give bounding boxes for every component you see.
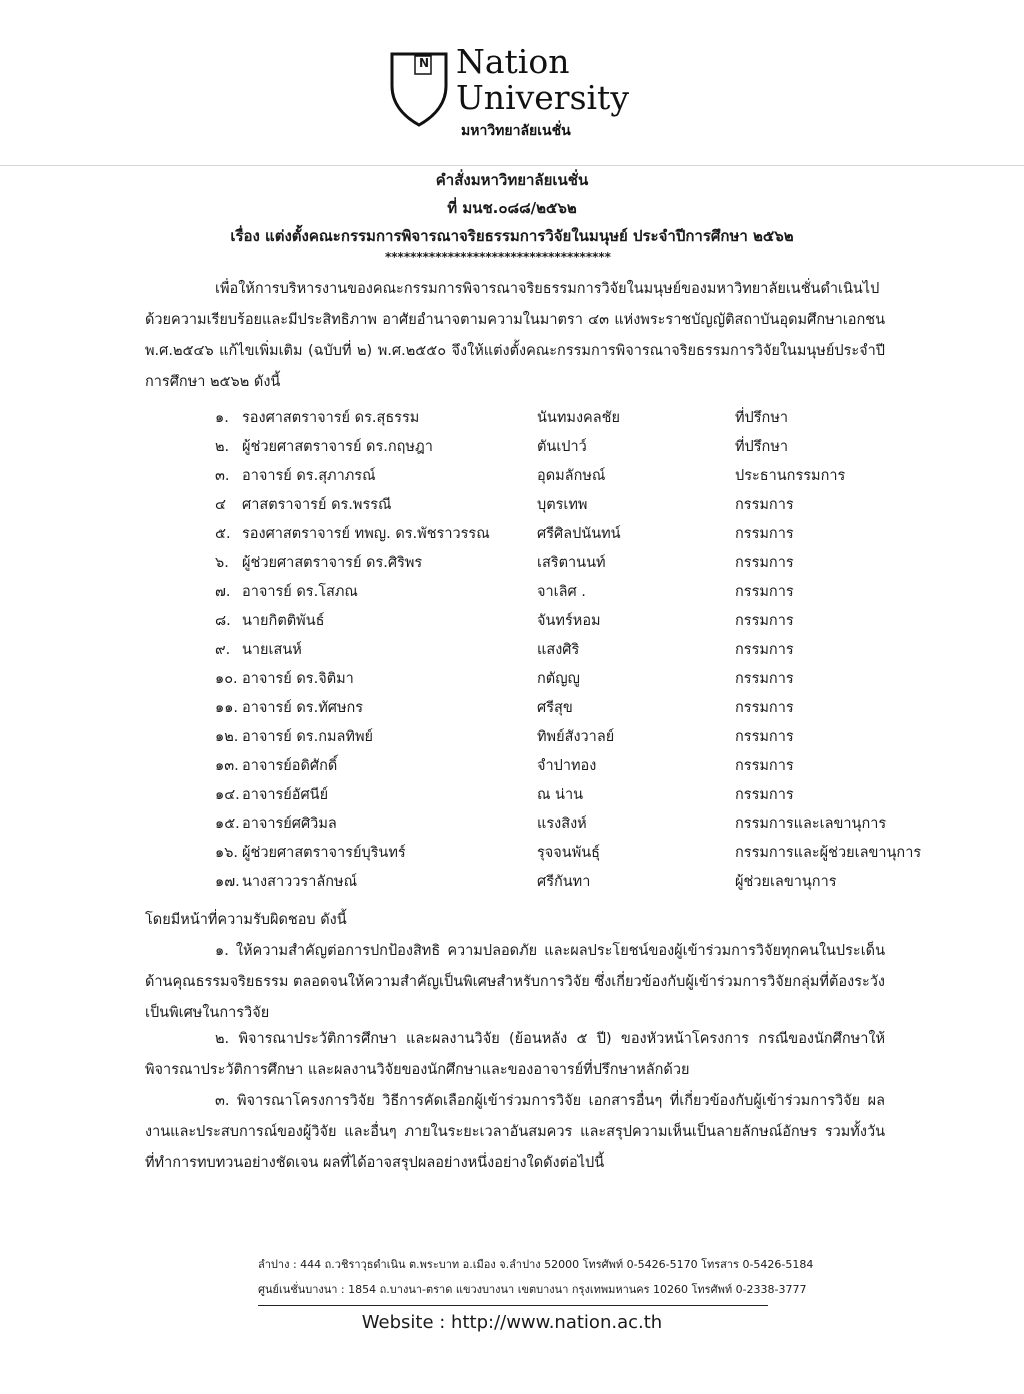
- member-surname: จาเลิศ .: [537, 584, 586, 600]
- member-surname: ณ น่าน: [537, 787, 584, 803]
- member-name: ศาสตราจารย์ ดร.พรรณี: [242, 497, 392, 513]
- member-name: นายเสนห์: [242, 642, 302, 658]
- member-number: ๖.: [215, 555, 229, 571]
- member-row: [145, 665, 895, 694]
- member-name: อาจารย์ ดร.จิติมา: [242, 671, 354, 687]
- member-row: [145, 520, 895, 549]
- member-number: ๑๔.: [215, 787, 240, 803]
- member-name: อาจารย์ ดร.ทัศษกร: [242, 700, 364, 716]
- member-number: ๔: [215, 497, 226, 513]
- member-number: ๓.: [215, 468, 230, 484]
- member-name: รองศาสตราจารย์ ดร.สุธรรม: [242, 410, 420, 426]
- logo-letter: N: [419, 56, 430, 70]
- member-name: อาจารย์ศศิวิมล: [242, 816, 337, 832]
- member-role: กรรมการ: [735, 555, 794, 571]
- order-subject: เรื่อง แต่งตั้งคณะกรรมการพิจารณาจริยธรรมการวิจัยในมนุษย์ ประจำปีการศึกษา ๒๕๖๒: [230, 227, 794, 245]
- member-number: ๑๒.: [215, 729, 239, 745]
- member-row: [145, 578, 895, 607]
- member-surname: เสริตานนท์: [537, 555, 606, 571]
- member-row: [145, 810, 895, 839]
- member-number: ๒.: [215, 439, 230, 455]
- member-role: กรรมการและผู้ช่วยเลขานุการ: [735, 845, 922, 861]
- fold-line: [0, 165, 1024, 166]
- member-name: อาจารย์ ดร.สุภาภรณ์: [242, 468, 376, 484]
- member-row: [145, 636, 895, 665]
- member-surname: จันทร์หอม: [537, 613, 601, 629]
- member-number: ๑.: [215, 410, 229, 426]
- member-role: กรรมการ: [735, 642, 794, 658]
- member-number: ๕.: [215, 526, 231, 542]
- member-surname: กตัญญู: [537, 671, 580, 687]
- member-name: รองศาสตราจารย์ ทพญ. ดร.พัชราวรรณ: [242, 526, 490, 542]
- member-surname: ทิพย์สังวาลย์: [537, 729, 615, 745]
- member-name: อาจารย์ ดร.โสภณ: [242, 584, 358, 600]
- member-name: ผู้ช่วยศาสตราจารย์บุรินทร์: [242, 845, 406, 861]
- member-row: [145, 781, 895, 810]
- member-surname: บุตรเทพ: [537, 497, 588, 513]
- member-row: [145, 433, 895, 462]
- duty-item: ๓. พิจารณาโครงการวิจัย วิธีการคัดเลือกผู้เข้าร่วมการวิจัย เอกสารอื่นๆ ที่เกี่ยวข้องกับผู้เข้าร่วมการวิจัย ผลงานและประสบการณ์ของผู้วิจัย และอื่นๆ ภายในระยะเวลาอันสมควร และสรุปความเห็นเป็นลายลักษณ์อักษร รวมทั้งวันที่ทำการทบทวนอย่างชัดเจน ผลที่ได้อาจสรุปผลอย่างหนึ่งอย่างใดดังต่อไปนี้: [145, 1093, 885, 1171]
- member-role: ที่ปรึกษา: [735, 439, 789, 455]
- member-number: ๗.: [215, 584, 231, 600]
- member-row: [145, 462, 895, 491]
- member-row: [145, 723, 895, 752]
- member-surname: อุดมลักษณ์: [537, 468, 606, 484]
- member-role: ประธานกรรมการ: [735, 468, 846, 484]
- member-role: กรรมการ: [735, 758, 794, 774]
- member-row: [145, 549, 895, 578]
- member-number: ๑๖.: [215, 845, 239, 861]
- member-number: ๑๓.: [215, 758, 239, 774]
- member-surname: ศรีกันทา: [537, 874, 591, 890]
- logo-name-line2: University: [456, 78, 629, 117]
- member-name: อาจารย์อดิศักดิ์: [242, 758, 338, 774]
- member-role: ที่ปรึกษา: [735, 410, 789, 426]
- member-role: กรรมการ: [735, 584, 794, 600]
- member-role: กรรมการ: [735, 700, 794, 716]
- member-number: ๙.: [215, 642, 231, 658]
- footer-address-bangna: ศูนย์เนชั่นบางนา : 1854 ถ.บางนา-ตราด แขวงบางนา เขตบางนา กรุงเทพมหานคร 10260 โทรศัพท์ 0-2338-3777: [258, 1283, 807, 1296]
- member-row: [145, 752, 895, 781]
- member-role: กรรมการ: [735, 671, 794, 687]
- member-name: นายกิตติพันธ์: [242, 613, 325, 629]
- member-number: ๑๑.: [215, 700, 239, 716]
- duty-item: ๑. ให้ความสำคัญต่อการปกป้องสิทธิ ความปลอดภัย และผลประโยชน์ของผู้เข้าร่วมการวิจัยทุกคนในประเด็นด้านคุณธรรมจริยธรรม ตลอดจนให้ความสำคัญเป็นพิเศษสำหรับการวิจัย ซึ่งเกี่ยวข้องกับผู้เข้าร่วมการวิจัยกลุ่มที่ต้องระวังเป็นพิเศษในการวิจัย: [145, 943, 885, 1021]
- member-role: ผู้ช่วยเลขานุการ: [735, 874, 837, 890]
- member-surname: ศรีศิลปนันทน์: [537, 526, 621, 542]
- member-name: นางสาววราลักษณ์: [242, 874, 358, 890]
- university-logo: [388, 42, 648, 148]
- footer-divider: [258, 1305, 768, 1306]
- member-row: [145, 839, 922, 868]
- order-title: คำสั่งมหาวิทยาลัยเนชั่น: [435, 171, 589, 189]
- logo-name-line1: Nation: [456, 42, 570, 81]
- member-number: ๘.: [215, 613, 231, 629]
- member-role: กรรมการ: [735, 729, 794, 745]
- member-list: [145, 404, 922, 897]
- member-role: กรรมการ: [735, 497, 794, 513]
- member-role: กรรมการ: [735, 526, 794, 542]
- member-surname: แสงศิริ: [537, 642, 580, 658]
- order-number: ที่ มนช.๐๘๘/๒๕๖๒: [447, 199, 577, 217]
- member-number: ๑๕.: [215, 816, 240, 832]
- member-row: [145, 868, 895, 897]
- member-surname: จำปาทอง: [537, 758, 597, 774]
- member-surname: นันทมงคลชัย: [537, 410, 620, 426]
- member-role: กรรมการ: [735, 613, 794, 629]
- logo-thai-name: มหาวิทยาลัยเนชั่น: [461, 123, 571, 139]
- member-name: อาจารย์อัศนีย์: [242, 787, 329, 803]
- duties-heading: โดยมีหน้าที่ความรับผิดชอบ ดังนี้: [145, 912, 347, 928]
- intro-paragraph: เพื่อให้การบริหารงานของคณะกรรมการพิจารณาจริยธรรมการวิจัยในมนุษย์ของมหาวิทยาลัยเนชั่นดำเนินไปด้วยความเรียบร้อยและมีประสิทธิภาพ อาศัยอำนาจตามความในมาตรา ๔๓ แห่งพระราชบัญญัติสถาบันอุดมศึกษาเอกชน พ.ศ.๒๕๔๖ แก้ไขเพิ่มเติม (ฉบับที่ ๒) พ.ศ.๒๕๕๐ จึงให้แต่งตั้งคณะกรรมการพิจารณาจริยธรรมการวิจัยในมนุษย์ประจำปีการศึกษา ๒๕๖๒ ดังนี้: [145, 281, 885, 390]
- footer-website[interactable]: Website : http://www.nation.ac.th: [361, 1312, 663, 1333]
- member-row: [145, 607, 895, 636]
- divider-stars: ************************************: [385, 250, 611, 264]
- member-row: [145, 404, 895, 433]
- member-surname: แรงสิงห์: [537, 816, 587, 832]
- footer-address-lampang: ลำปาง : 444 ถ.วชิราวุธดำเนิน ต.พระบาท อ.เมือง จ.ลำปาง 52000 โทรศัพท์ 0-5426-5170 โทรสาร 0-5426-5184: [258, 1258, 814, 1271]
- member-name: ผู้ช่วยศาสตราจารย์ ดร.ศิริพร: [242, 555, 423, 571]
- member-row: [145, 694, 895, 723]
- member-surname: ศรีสุข: [537, 700, 573, 716]
- member-name: อาจารย์ ดร.กมลทิพย์: [242, 729, 374, 745]
- member-role: กรรมการ: [735, 787, 794, 803]
- member-number: ๑๗.: [215, 874, 240, 890]
- member-name: ผู้ช่วยศาสตราจารย์ ดร.กฤษฎา: [242, 439, 433, 455]
- member-row: [145, 491, 895, 520]
- member-surname: ตันเปาว์: [537, 439, 587, 455]
- member-role: กรรมการและเลขานุการ: [735, 816, 887, 832]
- member-surname: รุจจนพันธุ์: [537, 845, 601, 861]
- duty-item: ๒. พิจารณาประวัติการศึกษา และผลงานวิจัย (ย้อนหลัง ๕ ปี) ของหัวหน้าโครงการ กรณีของนักศึกษาให้พิจารณาประวัติการศึกษา และผลงานวิจัยของนักศึกษาและของอาจารย์ที่ปรึกษาหลักด้วย: [145, 1031, 885, 1078]
- member-number: ๑๐.: [215, 671, 238, 687]
